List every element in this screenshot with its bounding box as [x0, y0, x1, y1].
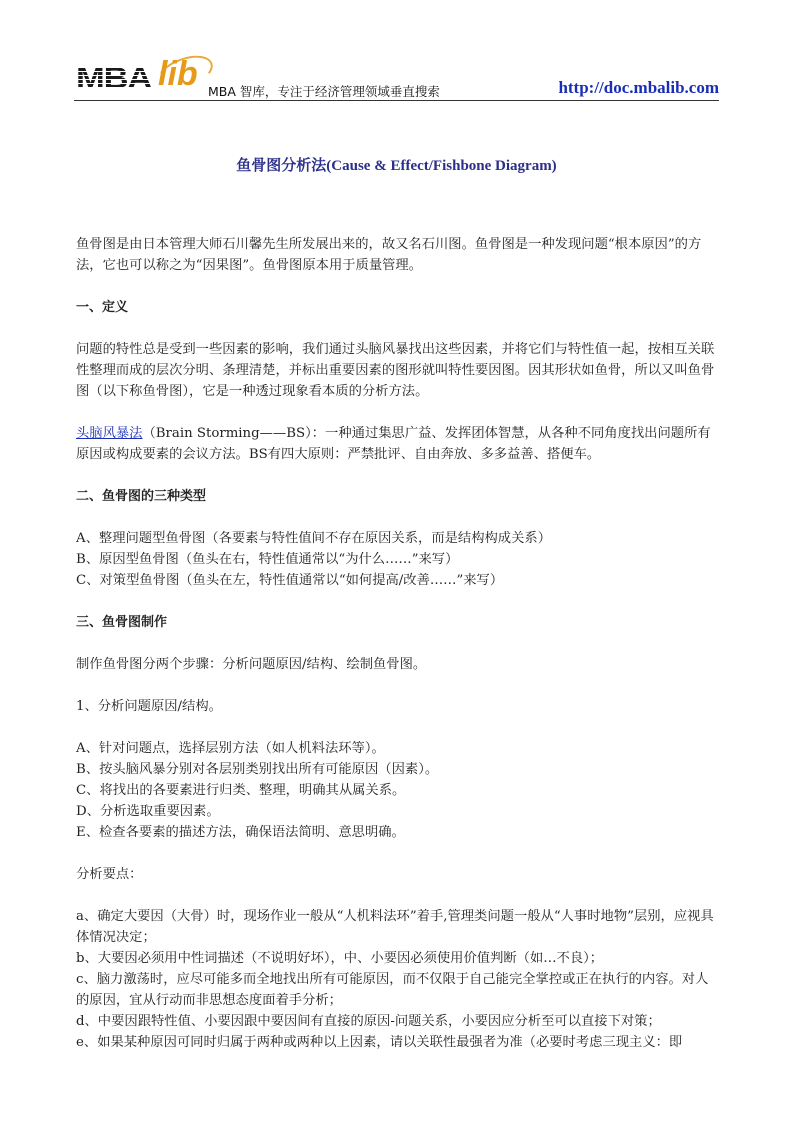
type-item: B、原因型鱼骨图（鱼头在右，特性值通常以“为什么……”来写）	[76, 552, 459, 567]
step-heading: 1、分析问题原因/结构。	[76, 699, 222, 714]
section-heading-definition: 一、定义	[76, 300, 129, 315]
step-item: C、将找出的各要素进行归类、整理，明确其从属关系。	[76, 783, 406, 798]
logo-mba-text: MBA	[76, 62, 152, 95]
step-item: E、检查各要素的描述方法，确保语法简明、意思明确。	[76, 825, 405, 840]
brainstorming-paragraph	[76, 423, 720, 465]
header-divider	[74, 100, 719, 101]
page-header	[74, 52, 719, 100]
analysis-points-label: 分析要点：	[76, 867, 143, 882]
analysis-point: b、大要因必须用中性词描述（不说明好坏），中、小要因必须使用价值判断（如…不良）；	[76, 951, 604, 966]
mbalib-logo[interactable]	[74, 56, 209, 96]
type-item: C、对策型鱼骨图（鱼头在左，特性值通常以“如何提高/改善……”来写）	[76, 573, 504, 588]
analysis-point: d、中要因跟特性值、小要因跟中要因间有直接的原因-问题关系，小要因应分析至可以直接下对策；	[76, 1014, 661, 1029]
step-item: D、分析选取重要因素。	[76, 804, 220, 819]
step-item: A、针对问题点，选择层别方法（如人机料法环等）。	[76, 741, 385, 756]
section-heading-making: 三、鱼骨图制作	[76, 615, 168, 630]
analysis-point: a、确定大要因（大骨）时，现场作业一般从“人机料法环”着手,管理类问题一般从“人事时地物”层别，应视具体情况决定；	[76, 909, 714, 945]
brainstorming-text: （Brain Storming——BS）：一种通过集思广益、发挥团体智慧，从各种不同角度找出问题所有原因或构成要素的会议方法。BS有四大原则：严禁批评、自由奔放、多多益善、搭便车。	[76, 426, 711, 462]
brainstorming-link[interactable]: 头脑风暴法	[76, 426, 143, 441]
header-slogan: MBA 智库，专注于经济管理领域垂直搜索	[208, 84, 440, 99]
document-title: 鱼骨图分析法(Cause & Effect/Fishbone Diagram)	[236, 158, 557, 174]
definition-paragraph: 问题的特性总是受到一些因素的影响，我们通过头脑风暴找出这些因素，并将它们与特性值一起，按相互关联性整理而成的层次分明、条理清楚，并标出重要因素的图形就叫特性要因图。因其形状如鱼骨，所以又叫鱼骨图（以下称鱼骨图），它是一种透过现象看本质的分析方法。	[76, 342, 715, 399]
intro-paragraph: 鱼骨图是由日本管理大师石川馨先生所发展出来的，故又名石川图。鱼骨图是一种发现问题“根本原因”的方法，它也可以称之为“因果图”。鱼骨图原本用于质量管理。	[76, 237, 702, 273]
analysis-point: e、如果某种原因可同时归属于两种或两种以上因素，请以关联性最强者为准（必要时考虑三现主义：即	[76, 1035, 683, 1050]
analysis-point: c、脑力激荡时，应尽可能多而全地找出所有可能原因，而不仅限于自己能完全掌控或正在执行的内容。对人的原因，宜从行动而非思想态度面着手分析；	[76, 972, 709, 1008]
type-item: A、整理问题型鱼骨图（各要素与特性值间不存在原因关系，而是结构构成关系）	[76, 531, 551, 546]
making-intro: 制作鱼骨图分两个步骤：分析问题原因/结构、绘制鱼骨图。	[76, 657, 427, 672]
site-url-link[interactable]: http://doc.mbalib.com	[558, 78, 719, 97]
document-body	[76, 234, 720, 1053]
logo-lib-text: lib	[158, 55, 198, 93]
step-item: B、按头脑风暴分别对各层别类别找出所有可能原因（因素）。	[76, 762, 439, 777]
section-heading-types: 二、鱼骨图的三种类型	[76, 489, 207, 504]
